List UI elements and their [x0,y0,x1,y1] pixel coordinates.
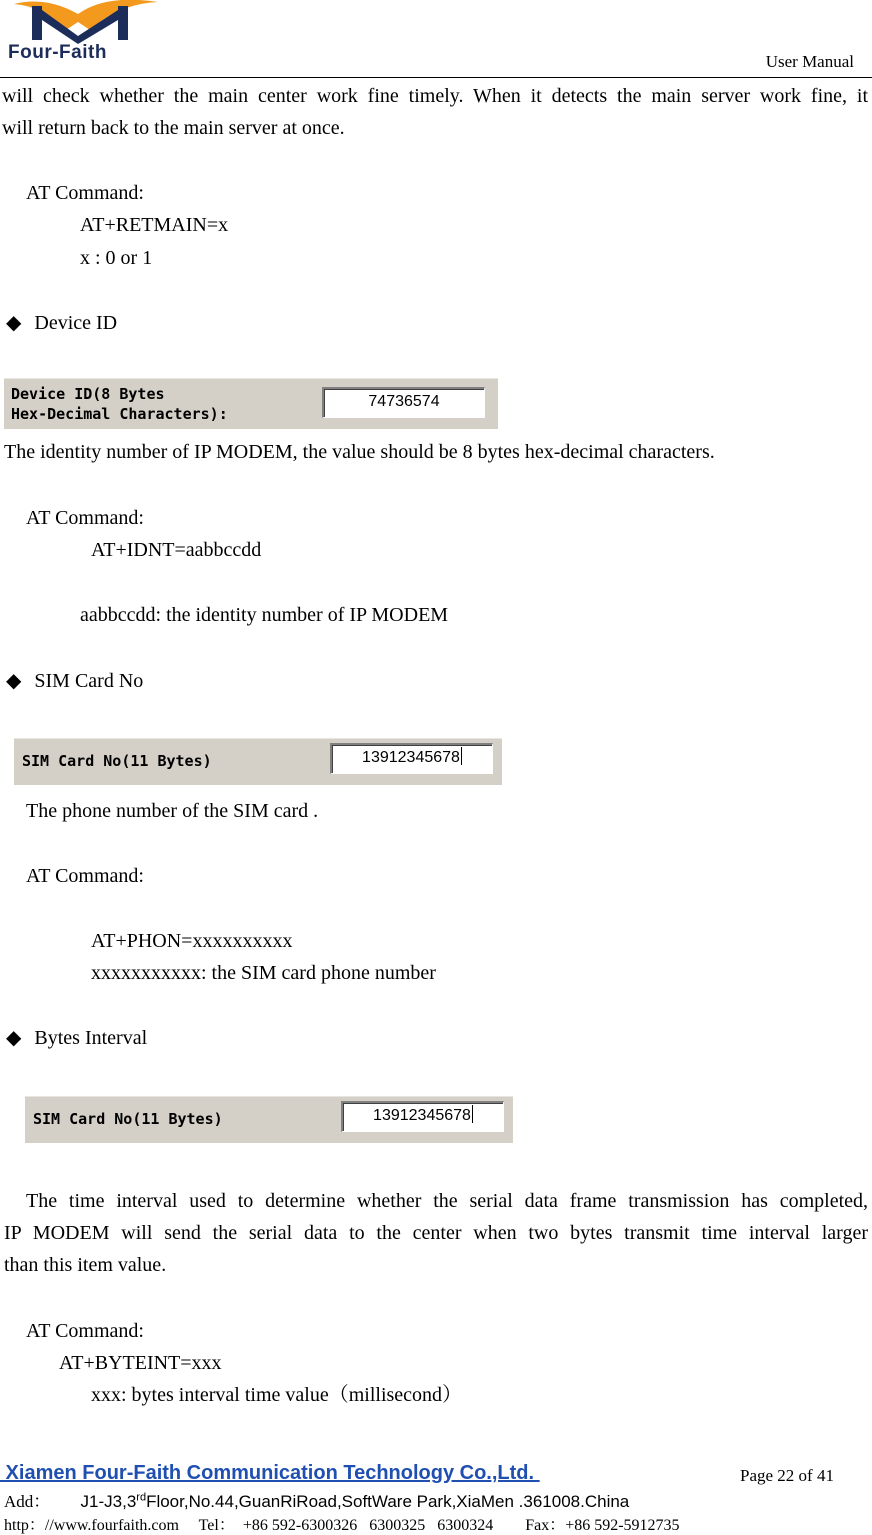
bytes-interval-desc-2: IP MODEM will send the serial data to the center when two bytes transmit time interval larger [4,1222,868,1244]
section-heading-bytes-interval [6,1022,147,1054]
diamond-bullet-icon: ◆ [6,312,22,334]
capture-label: Device ID(8 Bytes [11,385,165,403]
intro-line-1: will check whether the main center work fine timely. When it detects the main server work fine, it [2,85,868,107]
address-text: J1-J3,3 [80,1492,137,1511]
bytes-interval-desc-1: The time interval used to determine whether the serial data frame transmission has completed, [26,1190,868,1212]
at-command-param: xxx: bytes interval time value（millisecond） [91,1384,463,1406]
bytes-interval-desc-3: than this item value. [4,1254,167,1276]
at-command-retmain: AT+RETMAIN=x [80,214,229,236]
logo-text: Four-Faith [8,42,107,63]
heading-text: SIM Card No [34,670,144,692]
at-command-param: x : 0 or 1 [80,247,153,269]
footer-company [0,1462,540,1485]
user-manual-label: User Manual [765,52,854,71]
at-command-label: AT Command: [26,507,144,529]
address-text: Floor,No.44,GuanRiRoad,SoftWare Park,XiaMen .361008.China [146,1492,630,1511]
at-command-byteint: AT+BYTEINT=xxx [59,1352,222,1374]
device-id-field: 74736574 [322,387,485,418]
section-heading-sim-card [6,665,143,697]
bytes-interval-screenshot [25,1096,513,1143]
device-id-description: The identity number of IP MODEM, the value should be 8 bytes hex-decimal characters. [4,441,715,463]
at-command-phon: AT+PHON=xxxxxxxxxx [91,930,293,952]
address-label: Add： [4,1492,51,1511]
text-caret-icon [461,747,462,765]
footer-page-number: Page 22 of 41 [740,1466,834,1485]
at-command-param: aabbccdd: the identity number of IP MODEM [80,604,449,626]
at-command-param: xxxxxxxxxxx: the SIM card phone number [91,962,436,984]
text-caret-icon [472,1105,473,1123]
sim-card-description: The phone number of the SIM card . [26,800,319,822]
at-command-label: AT Command: [26,865,144,887]
footer-contact: http：//www.fourfaith.com Tel： +86 592-6300326 6300325 6300324 Fax：+86 592-5912735 [4,1517,680,1534]
bytes-interval-field [341,1101,504,1132]
sim-card-field [330,743,493,774]
capture-label: Hex-Decimal Characters): [11,405,228,423]
at-command-idnt: AT+IDNT=aabbccdd [91,539,262,561]
section-heading-device-id [6,307,117,339]
company-name: Xiamen Four-Faith Communication Technology Co.,Ltd. [0,1462,540,1484]
footer-address [4,1487,629,1512]
at-command-label: AT Command: [26,1320,144,1342]
field-value: 13912345678 [373,1107,471,1124]
capture-label: SIM Card No(11 Bytes) [33,1110,223,1128]
address-superscript: rd [136,1491,147,1504]
heading-text: Bytes Interval [34,1027,148,1049]
field-value: 13912345678 [362,749,460,766]
at-command-label: AT Command: [26,182,144,204]
intro-line-2: will return back to the main server at once. [2,117,345,139]
header-rule [0,77,872,78]
logo-mark-icon [6,0,166,44]
four-faith-logo [6,0,166,70]
sim-card-screenshot [14,738,502,785]
capture-label: SIM Card No(11 Bytes) [22,752,212,770]
device-id-screenshot [4,378,498,429]
heading-text: Device ID [34,312,118,334]
diamond-bullet-icon: ◆ [6,1027,22,1049]
diamond-bullet-icon: ◆ [6,670,22,692]
